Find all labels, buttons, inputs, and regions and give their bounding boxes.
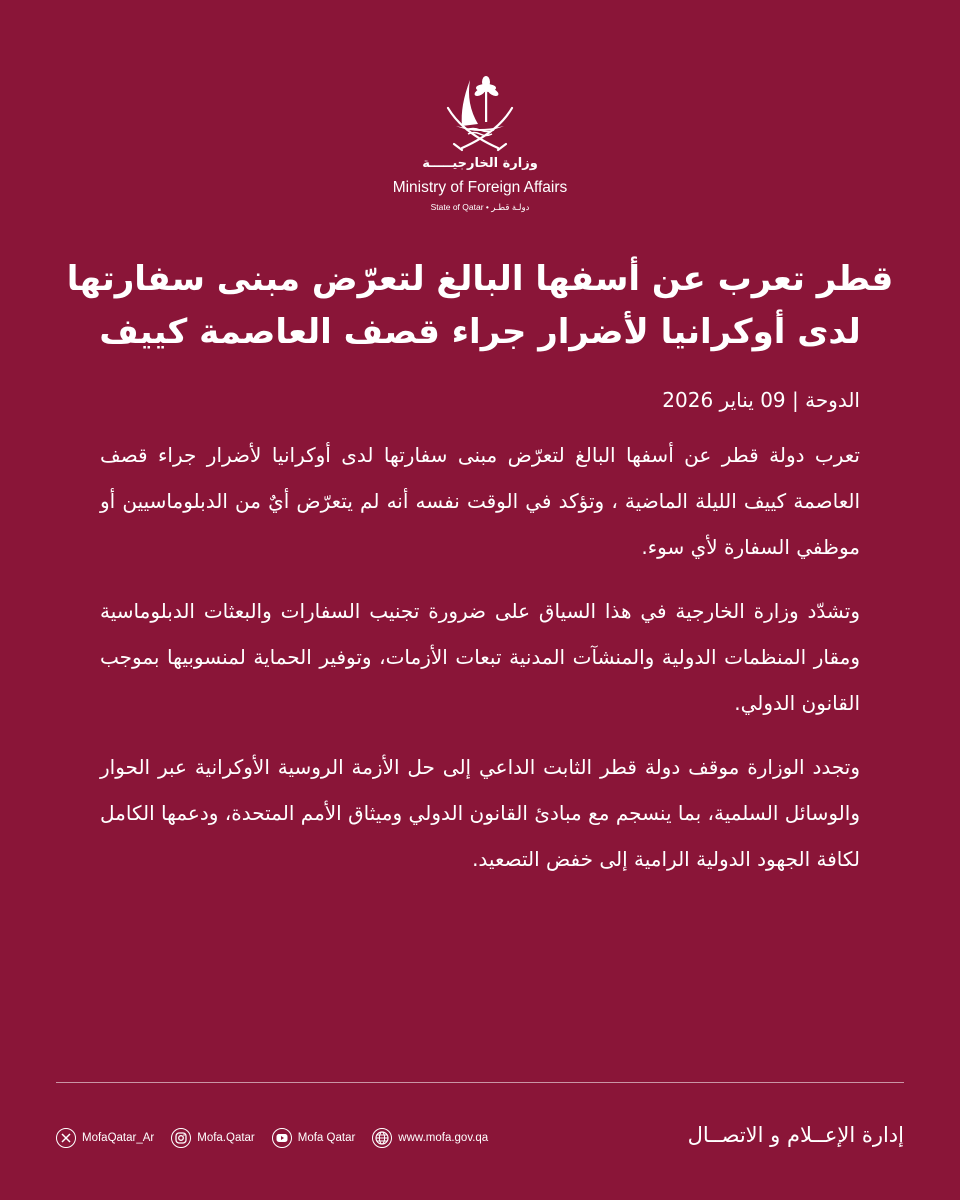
paragraph: وتجدد الوزارة موقف دولة قطر الثابت الداعي إلى حل الأزمة الروسية الأوكرانية عبر الحوار والوسائل السلمية، بما ينسجم مع مبادئ القانون الدولي وميثاق الأمم المتحدة، ودعمها الكامل لكافة الجهود الدولية الرامية إلى خفض التصعيد. xyxy=(100,755,860,871)
ministry-english-name: Ministry of Foreign Affairs xyxy=(392,179,568,196)
x-icon xyxy=(56,1128,76,1148)
footer-divider xyxy=(56,1082,904,1083)
x-handle: MofaQatar_Ar xyxy=(82,1132,155,1144)
headline: قطر تعرب عن أسفها البالغ لتعرّض مبنى سفارتها لدى أوكرانيا لأضرار جراء قصف العاصمة كييف xyxy=(66,259,894,352)
state-of-qatar-subtitle: State of Qatar • دولـة قطـر xyxy=(430,202,530,212)
youtube-handle: Mofa Qatar xyxy=(297,1132,356,1144)
paragraph: وتشدّد وزارة الخارجية في هذا السياق على ضرورة تجنيب السفارات والبعثات الدبلوماسية ومقار المنظمات الدولية والمنشآت المدنية تبعات الأزمات، وتوفير الحماية لمنسوبيها بموجب القانون الدولي. xyxy=(100,599,860,715)
social-links xyxy=(56,1124,505,1152)
globe-icon xyxy=(372,1128,392,1148)
website-link[interactable] xyxy=(372,1128,488,1148)
youtube-icon xyxy=(272,1128,292,1148)
paragraph: تعرب دولة قطر عن أسفها البالغ لتعرّض مبنى سفارتها لدى أوكرانيا لأضرار جراء قصف العاصمة كييف الليلة الماضية ، وتؤكد في الوقت نفسه أنه لم يتعرّض أيٌ من الدبلوماسيين أو موظفي السفارة لأي سوء. xyxy=(100,443,860,559)
website-url: www.mofa.gov.qa xyxy=(398,1132,489,1144)
department-name: إدارة الإعــلام و الاتصــال xyxy=(687,1123,904,1147)
x-link[interactable] xyxy=(56,1128,154,1148)
qatar-emblem-icon xyxy=(440,70,520,152)
instagram-link[interactable] xyxy=(171,1128,255,1148)
youtube-link[interactable] xyxy=(272,1128,356,1148)
instagram-handle: Mofa.Qatar xyxy=(197,1132,255,1144)
dateline: الدوحة | 09 يناير 2026 xyxy=(662,388,860,412)
ministry-arabic-name: وزارة الخارجيـــــة xyxy=(422,156,538,171)
instagram-icon xyxy=(171,1128,191,1148)
statement-body xyxy=(100,432,860,900)
